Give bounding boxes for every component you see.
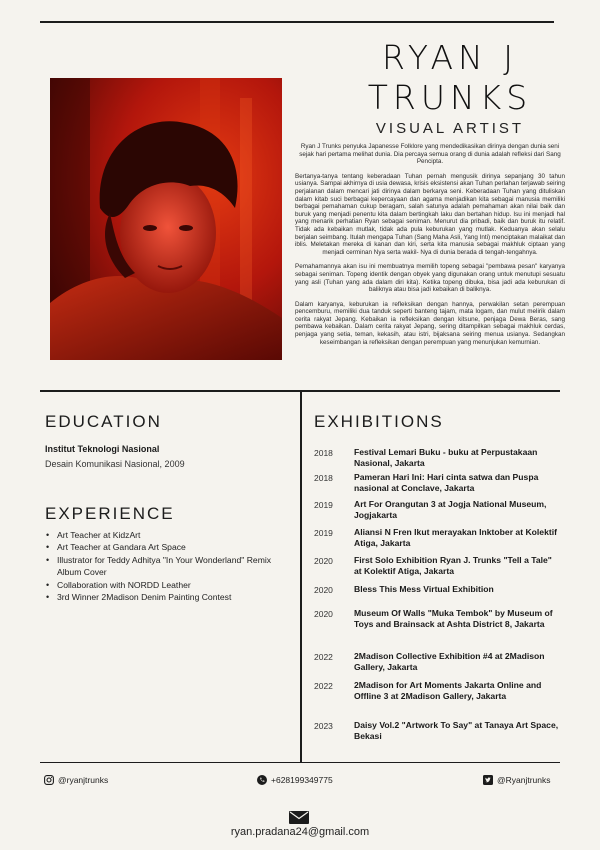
artist-role: VISUAL ARTIST	[375, 120, 525, 137]
experience-list	[45, 529, 285, 603]
twitter-contact[interactable]	[483, 775, 551, 785]
artist-name-line2: TRUNKS	[367, 78, 533, 117]
artist-name-line1: RYAN J	[382, 38, 518, 77]
email-link[interactable]: ryan.pradana24@gmail.com	[230, 826, 370, 838]
exhibition-year: 2018	[314, 448, 333, 458]
instagram-icon	[44, 775, 54, 785]
exhibition-title: Aliansi N Fren Ikut merayakan Inktober at Kolektif Atiga, Jakarta	[354, 527, 557, 548]
exhibition-title: 2Madison for Art Moments Jakarta Online and Offline 3 at 2Madison Gallery, Jakarta	[354, 680, 542, 701]
experience-heading: EXPERIENCE	[45, 504, 175, 523]
education-degree: Desain Komunikasi Nasional, 2009	[45, 459, 185, 469]
exhibition-year: 2019	[314, 500, 333, 510]
phone-contact[interactable]	[257, 775, 333, 785]
artist-bio	[295, 143, 565, 353]
bio-paragraph-4: Dalam karyanya, keburukan ia refleksikan dengan hannya, perwakilan setan perempuan pencemburu, memiliki dua tanduk seperti banteng tajam, mata logam, dan mulut melirik dalam cerita rakyat Jepang. Kebaikan ia refleksikan dengan kitsune, penjaga Dewa Beras, sang pembawa kebaikan. Dalam cerita rakyat Jepang, sering ditampilkan sebagai makhluk cerdas, penjaga yang setia, teman, kekasih, atau istri, bijaksana seiring menua usianya. Sedangkan keseimbangan ia refleksikan dengan perempuan yang menunjukan kemurnian.	[295, 300, 565, 346]
list-item: • Art Teacher at KidzArt	[45, 529, 285, 541]
phone-number: +628199349775	[271, 775, 333, 785]
bio-paragraph-2: Bertanya-tanya tentang keberadaan Tuhan pernah mengusik dirinya sepanjang 30 tahun usianya. Sampai akhirnya di usia dewasa, krisis eksistensi akan Tuhan perlahan terjawab seiring perjalanan dalam mencari jati dirinya dalam berkarya seni. Keberadaan Tuhan yang dituliskan dalam kitab suci berbagai kepercayaan dan agama menjadikan kita sebagai manusia memiliki berbagai pemahaman cukup beragam, salah satunya adalah pemahaman akan nilai baik dan buruk yang menjadi penentu kita dalam bertingkah laku dan bertahan hidup. Isu ini menjadi hal yang menarik perhatian Ryan sebagai seniman. Menurut dia pribadi, baik dan buruk itu relatif. Tidak ada kebaikan mutlak, tidak ada pula keburukan yang mutlak. Keduanya akan selalu berjalan seimbang. Itulah mengapa Tuhan (Sang Maha Asli, Yang Inti) menciptakan malaikat dan iblis. Meletakan mereka di kanan dan kiri, serta kita manusia sebagai makhluk ciptaan yang menjadi cerminan Nya serta wakil- Nya di dunia berada di tengah-tengahnya.	[295, 172, 565, 256]
education-heading: EDUCATION	[45, 412, 162, 431]
list-item: • 3rd Winner 2Madison Denim Painting Contest	[45, 591, 285, 603]
list-item: • Art Teacher at Gandara Art Space	[45, 541, 285, 553]
exhibition-year: 2020	[314, 556, 333, 566]
section-divider-bottom	[40, 762, 560, 763]
list-item: • Illustrator for Teddy Adhitya "In Your Wonderland" Remix Album Cover	[45, 554, 285, 579]
twitter-icon	[483, 775, 493, 785]
exhibition-year: 2020	[314, 609, 333, 619]
exhibition-title: 2Madison Collective Exhibition #4 at 2Madison Gallery, Jakarta	[354, 651, 545, 672]
exhibition-year: 2018	[314, 473, 333, 483]
exhibition-title: Museum Of Walls "Muka Tembok" by Museum of Toys and Brainsack at Ashta District 8, Jakarta	[354, 608, 553, 629]
top-rule	[40, 21, 554, 23]
instagram-contact[interactable]	[44, 775, 108, 785]
section-divider-vertical	[300, 390, 302, 762]
education-institution: Institut Teknologi Nasional	[45, 444, 160, 454]
exhibition-title: Pameran Hari Ini: Hari cinta satwa dan Puspa nasional at Conclave, Jakarta	[354, 472, 539, 493]
bio-paragraph-1: Ryan J Trunks penyuka Japanesse Folklore yang mendedikasikan dirinya dengan dunia seni sejak hari pertama melihat dunia. Dia percaya semua orang di dunia adalah refleksi dari Sang Pencipta.	[299, 143, 561, 166]
instagram-handle: @ryanjtrunks	[58, 775, 109, 785]
exhibition-year: 2020	[314, 585, 333, 595]
exhibition-year: 2023	[314, 721, 333, 731]
bio-paragraph-3: Pemahamannya akan isu ini membuatnya memilih topeng sebagai "pembawa pesan" karyanya sebagai seniman. Topeng identik dengan obyek yang digunakan orang untuk menutupi sesuatu yang asli (Tuhan yang ada dalam diri kita). Ketika topeng dibuka, bisa jadi ada keburukan di baliknya atau bisa jadi kebaikan di baliknya.	[295, 263, 565, 294]
exhibition-year: 2022	[314, 652, 333, 662]
exhibition-title: Daisy Vol.2 "Artwork To Say" at Tanaya Art Space, Bekasi	[354, 720, 559, 741]
artist-name	[300, 38, 600, 118]
mail-icon	[289, 811, 309, 824]
list-item: • Collaboration with NORDD Leather	[45, 579, 285, 591]
exhibition-year: 2019	[314, 528, 333, 538]
artist-portrait-photo	[50, 78, 282, 360]
exhibition-title: Art For Orangutan 3 at Jogja National Museum, Jogjakarta	[354, 499, 547, 520]
exhibition-year: 2022	[314, 681, 333, 691]
exhibitions-heading: EXHIBITIONS	[314, 412, 444, 431]
twitter-handle: @Ryanjtrunks	[497, 775, 551, 785]
phone-icon	[257, 775, 267, 785]
exhibition-title: Bless This Mess Virtual Exhibition	[354, 584, 494, 594]
exhibition-title: First Solo Exhibition Ryan J. Trunks "Tell a Tale" at Kolektif Atiga, Jakarta	[354, 555, 552, 576]
exhibition-title: Festival Lemari Buku - buku at Perpustakaan Nasional, Jakarta	[354, 447, 538, 468]
